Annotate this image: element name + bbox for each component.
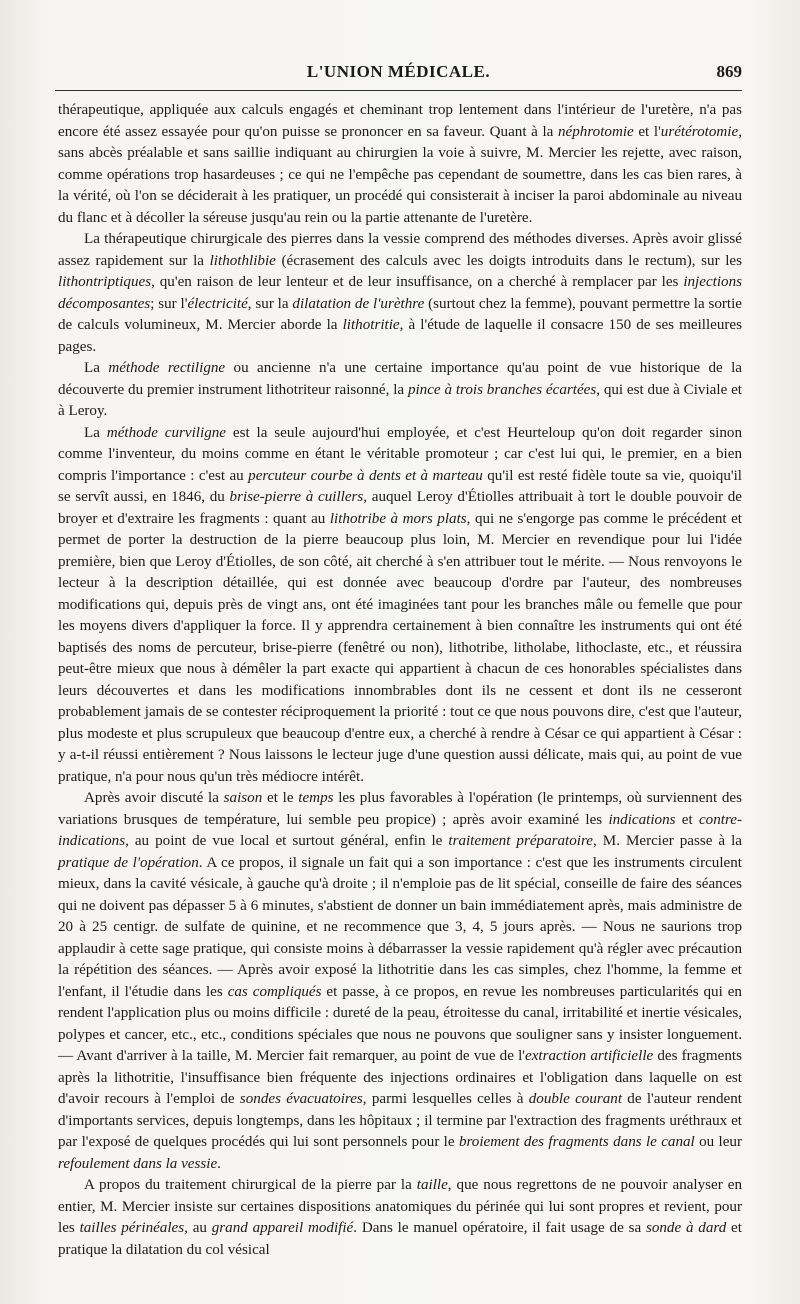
text-run: thérapeutique, appliquée aux calculs engagés et cheminant trop lentement dans l'intérieur de l'uretère, n'a pas encore été assez essayée pour qu'on puisse se prononcer en sa faveur. Quant à la [58,102,742,140]
text-run: ou ancienne n'a une certaine importance qu'au point de vue historique de la découverte du premier instrument lithotriteur raisonné, la [58,360,742,398]
text-run: ou leur [694,1134,742,1150]
text-run: , M. Mercier passe à la [593,833,742,849]
text-run: des fragments après la lithotritie, l'insuffisance bien fréquente des injections ordinaires et l'obligation dans laquelle on est d'avoir recours à l'emploi de [58,1048,742,1107]
text-run: , à l'étude de laquelle il consacre 150 de ses meilleures pages. [58,317,742,355]
text-run: et l' [633,123,661,140]
text-run: et passe, à ce propos, en revue les nombreuses particularités qui en rendent l'application plus ou moins difficile : dureté de la peau, étroitesse du canal, irritabilité et inertie vésicales, polypes et cancer, etc., etc., conditions spéciales que nous ne pouvons que souligner sans y insister longuement. — Avant d'arriver à la taille, M. Mercier fait remarquer, au point de vue de l' [58,983,742,1064]
text-run: . [217,1155,221,1172]
italic-term: percuteur courbe à dents et à marteau [248,467,483,484]
text-run: , au [184,1220,212,1236]
text-run: et [675,811,699,828]
paragraph [58,1175,742,1261]
text-run: , sans abcès préalable et sans saillie indiquant au chirurgien la voie à suivre, M. Mercier les rejette, avec raison, comme opérations trop hasardeuses ; ce qui ne l'empêche pas cependant de soumettre, dans les cas bien rares, à la vérité, où l'on se déciderait à les pratiquer, un procédé qui consisterait à inciser la paroi abdominale au niveau du flanc et à décoller la séreuse jusqu'au rein ou la partie attenante de l'uretère. [58,123,742,226]
text-run: ; sur l' [150,295,188,312]
text-run: (écrasement des calculs avec les doigts introduits dans le rectum), sur les [275,252,743,269]
italic-term: traitement préparatoire [448,833,593,849]
paragraph [58,100,742,229]
italic-term: lithothlibie [209,252,276,269]
paragraph [58,423,742,789]
text-run: La [84,360,109,376]
paragraph [58,788,742,1175]
text-run: . A ce propos, il signale un fait qui a son importance : c'est que les instruments circulent mieux, dans la cavité vésicale, à gauche qu'à droite ; il n'emploie pas de lit spécial, conseille de faire des séances qui ne doivent pas dépasser 5 à 6 minutes, s'abstient de donner un bain immédiatement après, mais administre de 20 à 25 centigr. de sulfate de quinine, et ne recommence que 3, 4, 5 jours après. — Nous ne saurions trop applaudir à cette sage pratique, qui consiste moins à débarrasser la vessie rapidement qu'à régler avec précaution la répétition des séances. — Après avoir exposé la lithotritie dans les cas simples, chez l'homme, la femme et l'enfant, il l'étudie dans les [58,854,742,1000]
italic-term: urétérotomie [660,123,739,140]
text-run: La [84,424,107,441]
italic-term: méthode rectiligne [108,360,226,376]
text-run: , qu'en raison de leur lenteur et de leur insuffisance, on a cherché à remplacer par les [151,274,684,290]
text-run: (surtout chez la femme), pouvant permettre la sortie de calculs volumineux, M. Mercier aborde la [58,295,743,333]
italic-term: lithotritie [342,317,400,333]
text-run: , sur la [247,295,293,312]
italic-term: sonde à dard [645,1220,727,1236]
text-run: A propos du traitement chirurgical de la pierre par la [84,1177,417,1193]
page-number: 869 [716,62,742,81]
italic-term: sondes évacuatoires [239,1091,363,1107]
text-run: , que nous regrettons de ne pouvoir analyser en entier, M. Mercier insiste sur certaines dispositions anatomiques du périnée qui lui sont propres et revient, pour les [58,1177,742,1236]
italic-term: double courant [528,1091,623,1107]
italic-term: lithotribe à mors plats [329,510,467,527]
text-run: est la seule aujourd'hui employée, et c'est Heurteloup qu'on doit regarder sinon comme l'inventeur, du moins comme en étant le véritable promoteur ; car c'est lui qui, le premier, en a bien compris l'importance : c'est au [58,424,742,484]
running-head [55,60,742,91]
text-run: les plus favorables à l'opération (le printemps, où surviennent des variations brusques de température, lui semble peu propice) ; après avoir examiné les [58,790,742,828]
italic-term: tailles périnéales [79,1220,185,1236]
text-run: et le [262,790,299,806]
italic-term: grand appareil modifié [211,1220,354,1236]
text-run: , au point de vue local et surtout général, enfin le [125,833,449,849]
italic-term: pince à trois branches écartées [407,381,597,398]
text-run: de l'auteur rendent d'importants services, depuis longtemps, dans les hôpitaux ; il termine par l'extraction des fragments uréthraux et par l'exposé de quelques procédés qui lui sont personnels pour le [58,1091,742,1150]
text-run: qu'il est resté fidèle toute sa vie, quoiqu'il se servît aussi, en 1846, du [58,467,742,505]
paragraph [58,358,742,423]
italic-term: méthode curviligne [106,424,226,441]
text-run: La thérapeutique chirurgicale des pierres dans la vessie comprend des méthodes diverses. Après avoir glissé assez rapidement sur la [58,231,742,269]
italic-term: cas compliqués [227,983,322,1000]
italic-term: lithontriptiques [58,274,152,290]
italic-term: taille [416,1177,448,1193]
italic-term: temps [298,790,334,806]
italic-term: indications [608,811,676,828]
italic-term: refoulement dans la vessie [58,1155,218,1172]
italic-term: saison [223,790,263,806]
text-run: , parmi lesquelles celles à [362,1091,529,1107]
italic-term: broiement des fragments dans le canal [458,1134,695,1150]
text-run: , qui ne s'engorge pas comme le précédent et permet de porter la destruction de la pierre beaucoup plus loin, M. Mercier en revendique pour lui l'idée première, bien que Leroy d'Étiolles, de son côté, ait cherché à s'en attribuer tout le mérite. — Nous renvoyons le lecteur à la description détaillée, qui est donnée avec beaucoup d'ordre par l'auteur, des nombreuses modifications qui, depuis près de vingt ans, ont été imaginées tant pour les branches mâle ou femelle que pour les moyens divers d'appliquer la force. Il y apprendra certainement à bien connaître les instruments qui ont été baptisés des noms de percuteur, brise-pierre (fenêtré ou non), lithotribe, litholabe, lithoclaste, etc., et réussira peut-être mieux que nous à démêler la part exacte qui appartient à chacun de ces honorables spécialistes dans leurs découvertes et dans les modifications innombrables dont ils ne cessent et dont ils ne cesseront probablement jamais de se contester réciproquement la priorité : tout ce que nous pouvons dire, c'est que l'auteur, plus modeste et plus scrupuleux que beaucoup d'entre eux, a cherché à rendre à César ce qui appartient à César : y a-t-il réussi entièrement ? Nous laissons le lecteur juge d'une question aussi délicate, mais qui, au point de vue pratique, n'a pour nous qu'un très médiocre intérêt. [58,510,743,785]
article-body [58,100,742,1261]
italic-term: néphrotomie [558,123,634,140]
text-run: , qui est due à Civiale et à Leroy. [58,381,742,419]
italic-term: injections décomposantes [58,274,742,312]
italic-term: électricité [187,295,248,312]
italic-term: extraction artificielle [525,1048,654,1064]
paragraph [58,229,742,358]
text-run: et pratique la dilatation du col vésical [58,1220,742,1258]
italic-term: pratique de l'opération [58,854,199,871]
text-run: . Dans le manuel opératoire, il fait usage de sa [353,1220,646,1236]
italic-term: contre-indications [58,811,742,849]
journal-title: L'UNION MÉDICALE. [306,62,491,81]
italic-term: brise-pierre à cuillers [229,489,364,505]
text-run: , auquel Leroy d'Étiolles attribuait à tort le double pouvoir de broyer et d'extraire les fragments : quant au [58,489,742,527]
italic-term: dilatation de l'urèthre [292,295,425,312]
text-run: Après avoir discuté la [84,790,224,806]
